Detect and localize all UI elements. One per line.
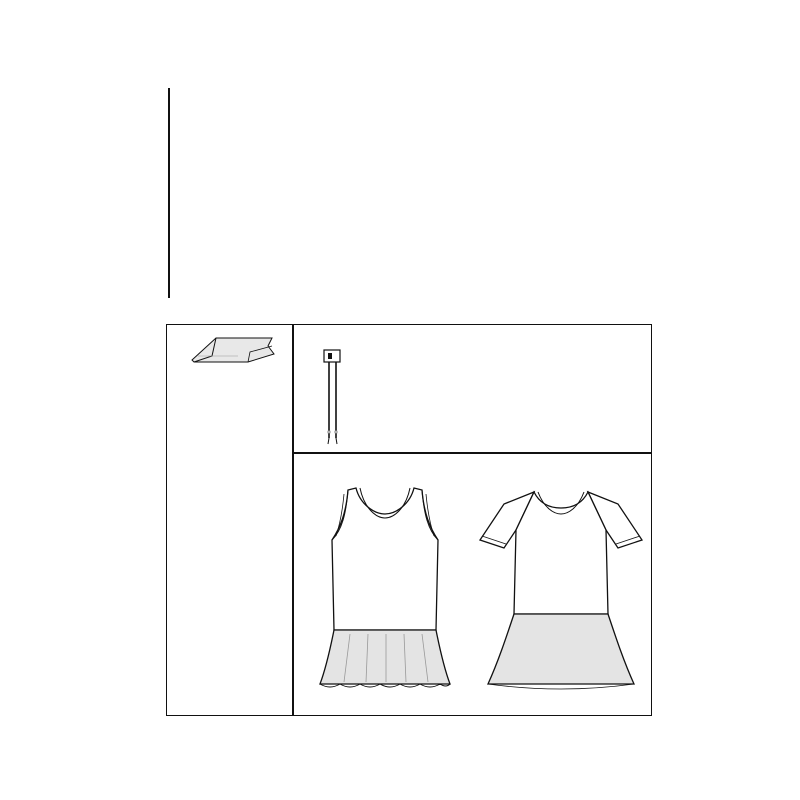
dress-a-illustration [310, 482, 460, 697]
panel-divider-horizontal [293, 452, 651, 454]
fabric-swatch-icon [188, 332, 278, 366]
fabric-recommendations [172, 367, 292, 435]
dress-b-illustration [476, 486, 646, 696]
twin-needle-icon [316, 346, 350, 446]
panel-divider-vertical [292, 325, 294, 715]
yardage-table [0, 0, 800, 320]
